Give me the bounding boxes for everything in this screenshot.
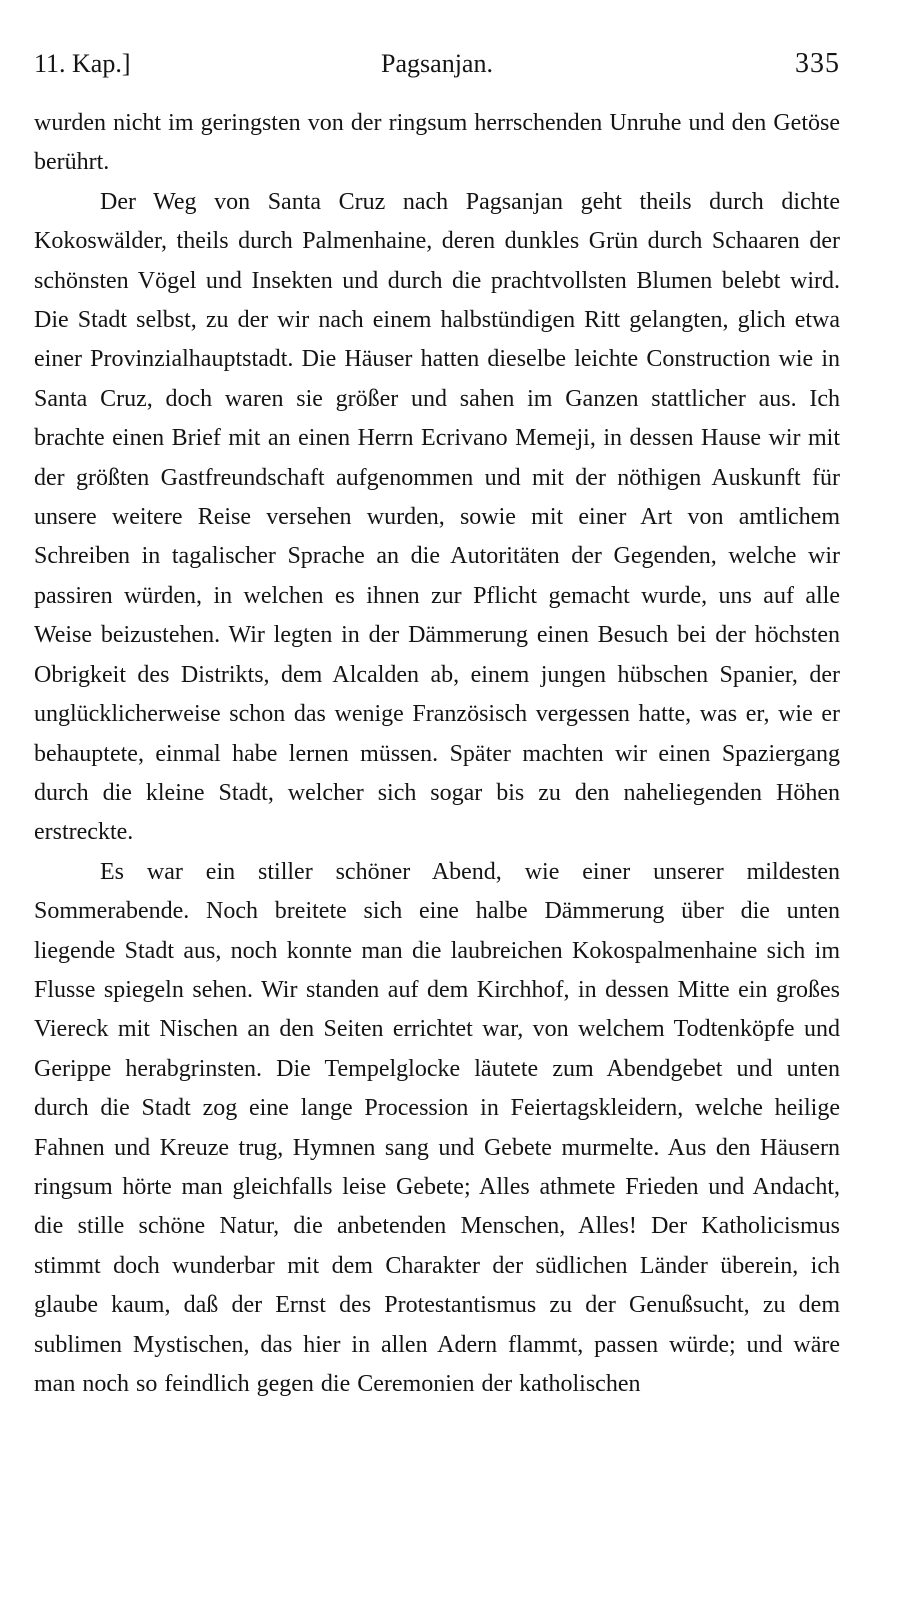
page-number: 335 — [795, 48, 840, 79]
running-head — [34, 44, 840, 84]
body-text — [34, 104, 840, 1404]
paragraph-continued: wurden nicht im geringsten von der ringsum herrschenden Unruhe und den Getöse berührt. — [34, 110, 840, 176]
paragraph-evening: Es war ein stiller schöner Abend, wie einer unserer mildesten Sommerabende. Noch breitete sich eine halbe Dämmerung über die unten liegende Stadt aus, noch konnte man die laubreichen Kokospalmenhaine sich im Flusse spiegeln sehen. Wir standen auf dem Kirchhof, in dessen Mitte ein großes Viereck mit Nischen an den Seiten errichtet war, von welchem Todtenköpfe und Gerippe herabgrinsten. Die Tempelglocke läutete zum Abendgebet und unten durch die Stadt zog eine lange Procession in Feiertagskleidern, welche heilige Fahnen und Kreuze trug, Hymnen sang und Gebete murmelte. Aus den Häusern ringsum hörte man gleichfalls leise Gebete; Alles athmete Frieden und Andacht, die stille schöne Natur, die anbetenden Menschen, Alles! Der Katholicismus stimmt doch wunderbar mit dem Charakter der südlichen Länder überein, ich glaube kaum, daß der Ernst des Protestantismus zu der Genußsucht, zu dem sublimen Mystischen, das hier in allen Adern flammt, passen würde; und wäre man noch so feindlich gegen die Ceremonien der katholischen — [34, 858, 840, 1397]
paragraph-road-to-pagsanjan: Der Weg von Santa Cruz nach Pagsanjan geht theils durch dichte Kokoswälder, theils durch Palmenhaine, deren dunkles Grün durch Schaaren der schönsten Vögel und Insekten und durch die prachtvollsten Blumen belebt wird. Die Stadt selbst, zu der wir nach einem halbstündigen Ritt gelangten, glich etwa einer Provinzialhauptstadt. Die Häuser hatten dieselbe leichte Construction wie in Santa Cruz, doch waren sie größer und sahen im Ganzen stattlicher aus. Ich brachte einen Brief mit an einen Herrn Ecrivano Memeji, in dessen Hause wir mit der größten Gastfreundschaft aufgenommen und mit der nöthigen Auskunft für unsere weitere Reise versehen wurden, sowie mit einer Art von amtlichem Schreiben in tagalischer Sprache an die Autoritäten der Gegenden, welche wir passiren würden, in welchen es ihnen zur Pflicht gemacht wurde, uns auf alle Weise beizustehen. Wir legten in der Dämmerung einen Besuch bei der höchsten Obrigkeit des Distrikts, dem Alcalden ab, einem jungen hübschen Spanier, der unglücklicherweise schon das wenige Französisch vergessen hatte, was er, wie er behauptete, einmal habe lernen müssen. Später machten wir einen Spaziergang durch die kleine Stadt, welcher sich sogar bis zu den naheliegenden Höhen erstreckte. — [34, 188, 840, 846]
page-title: Pagsanjan. — [381, 49, 493, 78]
chapter-label: 11. Kap.] — [34, 49, 131, 78]
